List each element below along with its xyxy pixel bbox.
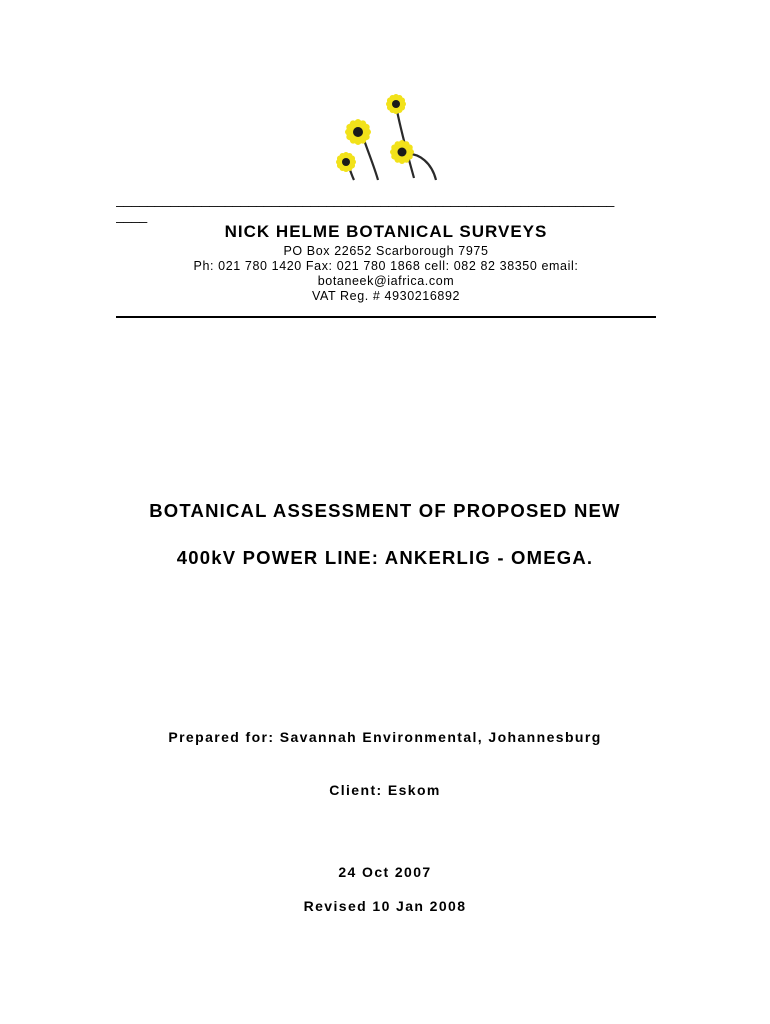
letterhead-divider — [116, 316, 656, 318]
flower-right — [389, 139, 415, 165]
client: Client: Eskom — [329, 782, 441, 798]
report-title-line-1: BOTANICAL ASSESSMENT OF PROPOSED NEW — [149, 500, 621, 521]
dash-separator-line-continued: ____ — [116, 208, 148, 223]
postal-address: PO Box 22652 Scarborough 7975 — [283, 244, 489, 258]
letterhead — [116, 220, 656, 304]
vat-number: VAT Reg. # 4930216892 — [311, 289, 461, 303]
flower-middle — [344, 118, 373, 147]
company-name: NICK HELME BOTANICAL SURVEYS — [224, 222, 548, 241]
flower-top — [385, 93, 407, 115]
phone-line: Ph: 021 780 1420 Fax: 021 780 1868 cell: 082 82 38350 email: — [193, 259, 579, 273]
report-title-line-2: 400kV POWER LINE: ANKERLIG - OMEGA. — [176, 547, 594, 568]
flower-bottom — [335, 151, 357, 173]
email-address: botaneek@iafrica.com — [317, 274, 455, 288]
daisy-flowers-logo — [296, 86, 464, 186]
prepared-for: Prepared for: Savannah Environmental, Johannesburg — [168, 729, 602, 745]
report-date: 24 Oct 2007 — [338, 864, 432, 880]
dash-separator-line: ________________________________________________________________ — [116, 191, 615, 207]
revised-date: Revised 10 Jan 2008 — [303, 898, 467, 914]
